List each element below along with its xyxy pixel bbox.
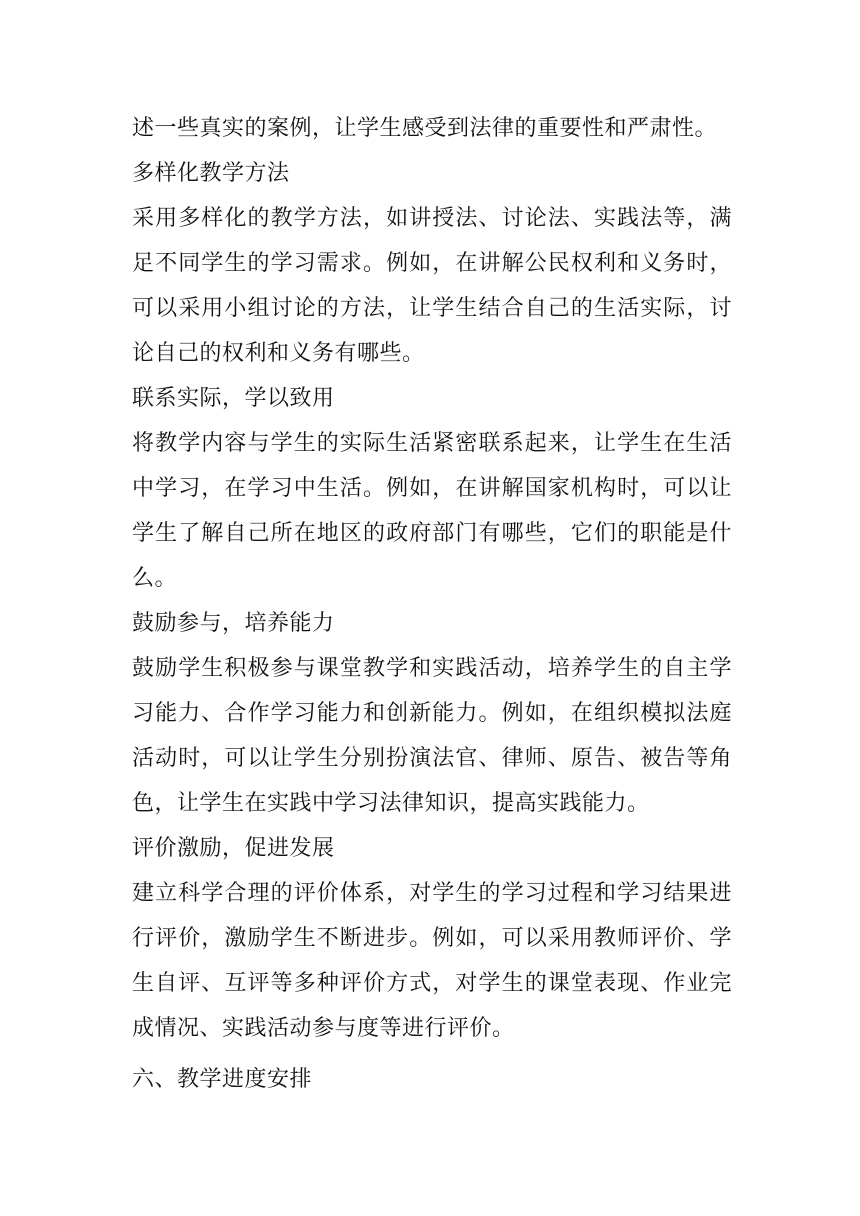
heading-schedule: 六、教学进度安排	[132, 1067, 313, 1092]
paragraph-encourage-participation: 鼓励学生积极参与课堂教学和实践活动，培养学生的自主学习能力、合作学习能力和创新能力。例如，在组织模拟法庭活动时，可以让学生分别扮演法官、律师、原告、被告等角色，让学生在实践中学习法律知识，提高实践能力。	[132, 656, 732, 816]
heading-practical-application: 联系实际，学以致用	[132, 386, 335, 411]
paragraph-evaluation: 建立科学合理的评价体系，对学生的学习过程和学习结果进行评价，激励学生不断进步。例如，可以采用教师评价、学生自评、互评等多种评价方式，对学生的课堂表现、作业完成情况、实践活动参与度等进行评价。	[132, 881, 732, 1041]
heading-diverse-methods: 多样化教学方法	[132, 161, 290, 186]
paragraph-diverse-methods: 采用多样化的教学方法，如讲授法、讨论法、实践法等，满足不同学生的学习需求。例如，在讲解公民权利和义务时，可以采用小组讨论的方法，让学生结合自己的生活实际，讨论自己的权利和义务有哪些。	[132, 206, 732, 366]
paragraph-practical-application: 将教学内容与学生的实际生活紧密联系起来，让学生在生活中学习，在学习中生活。例如，在讲解国家机构时，可以让学生了解自己所在地区的政府部门有哪些，它们的职能是什么。	[132, 431, 732, 591]
heading-evaluation: 评价激励，促进发展	[132, 836, 335, 861]
paragraph-case-study: 述一些真实的案例，让学生感受到法律的重要性和严肃性。	[132, 116, 718, 141]
heading-encourage-participation: 鼓励参与，培养能力	[132, 611, 335, 636]
document-body	[132, 106, 732, 1102]
